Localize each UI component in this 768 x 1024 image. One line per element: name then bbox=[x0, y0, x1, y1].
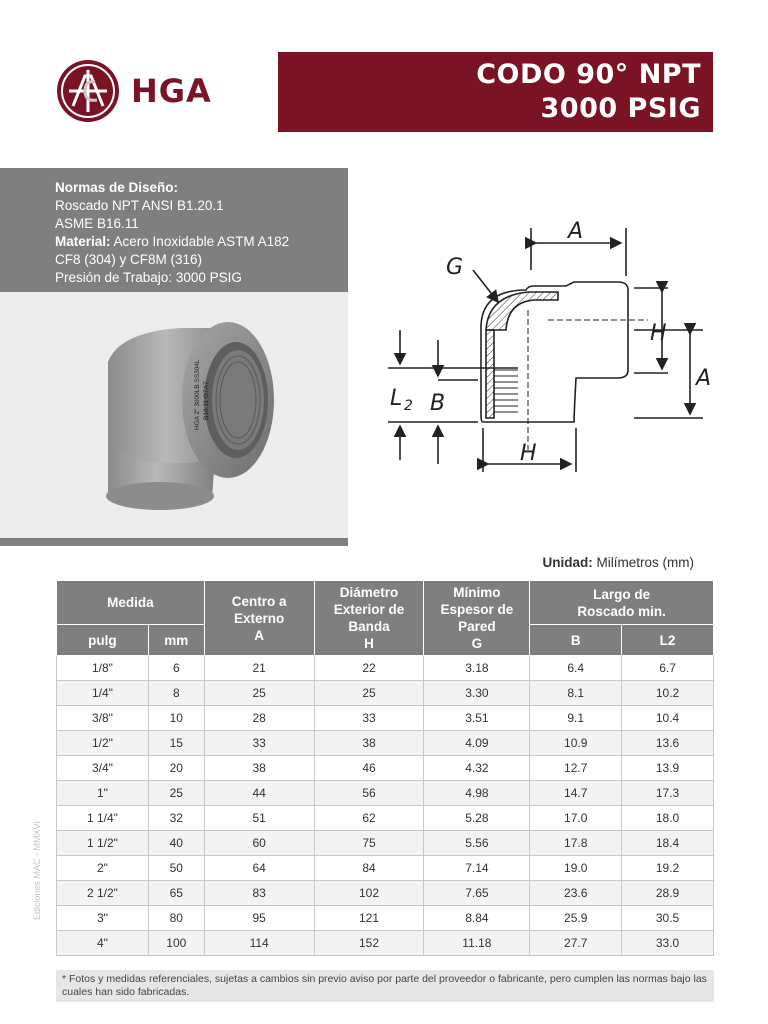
table-cell: 152 bbox=[314, 931, 424, 956]
table-cell: 75 bbox=[314, 831, 424, 856]
header-diametro: Diámetro Exterior de Banda H bbox=[314, 581, 424, 656]
table-cell: 114 bbox=[204, 931, 314, 956]
table-cell: 18.4 bbox=[622, 831, 714, 856]
table-cell: 3/8" bbox=[57, 706, 149, 731]
footnote: * Fotos y medidas referenciales, sujetas a cambios sin previo aviso por parte del proveedor o fabricante, pero cumplen las normas bajo las cuales han sido fabricadas. bbox=[56, 970, 714, 1002]
table-cell: 62 bbox=[314, 806, 424, 831]
table-cell: 13.6 bbox=[622, 731, 714, 756]
design-label: Normas de Diseño: bbox=[55, 180, 179, 195]
label-b: B bbox=[430, 391, 446, 416]
table-cell: 28.9 bbox=[622, 881, 714, 906]
pressure-spec: Presión de Trabajo: 3000 PSIG bbox=[55, 270, 242, 285]
table-cell: 20 bbox=[148, 756, 204, 781]
table-cell: 10.2 bbox=[622, 681, 714, 706]
table-cell: 60 bbox=[204, 831, 314, 856]
table-cell: 14.7 bbox=[530, 781, 622, 806]
material-label: Material: bbox=[55, 234, 111, 249]
table-body bbox=[57, 656, 714, 956]
label-l: L bbox=[390, 386, 403, 411]
product-title bbox=[278, 52, 713, 132]
table-cell: 83 bbox=[204, 881, 314, 906]
table-cell: 64 bbox=[204, 856, 314, 881]
table-cell: 95 bbox=[204, 906, 314, 931]
table-cell: 2" bbox=[57, 856, 149, 881]
table-row bbox=[57, 906, 714, 931]
edition-mark: Ediciones MAC - MMXVI bbox=[32, 820, 42, 920]
table-row bbox=[57, 881, 714, 906]
unit-label: Unidad: bbox=[542, 555, 593, 570]
label-h-right: H bbox=[650, 321, 667, 346]
table-cell: 19.0 bbox=[530, 856, 622, 881]
table-cell: 1" bbox=[57, 781, 149, 806]
label-h-bottom: H bbox=[520, 441, 537, 466]
table-cell: 33 bbox=[204, 731, 314, 756]
material-1: Acero Inoxidable ASTM A182 bbox=[110, 234, 290, 249]
table-cell: 4.32 bbox=[424, 756, 530, 781]
label-g: G bbox=[446, 255, 464, 280]
table-cell: 17.8 bbox=[530, 831, 622, 856]
table-cell: 30.5 bbox=[622, 906, 714, 931]
design-standard-1: Roscado NPT ANSI B1.20.1 bbox=[55, 198, 224, 213]
table-cell: 18.0 bbox=[622, 806, 714, 831]
table-row bbox=[57, 931, 714, 956]
header-b: B bbox=[530, 625, 622, 656]
header-medida: Medida bbox=[57, 581, 205, 625]
table-cell: 3.18 bbox=[424, 656, 530, 681]
table-cell: 51 bbox=[204, 806, 314, 831]
table-row bbox=[57, 706, 714, 731]
table-cell: 15 bbox=[148, 731, 204, 756]
table-cell: 8.84 bbox=[424, 906, 530, 931]
table-cell: 5.56 bbox=[424, 831, 530, 856]
table-cell: 10.4 bbox=[622, 706, 714, 731]
table-cell: 6 bbox=[148, 656, 204, 681]
photo-divider bbox=[0, 538, 348, 546]
table-cell: 40 bbox=[148, 831, 204, 856]
table-cell: 33.0 bbox=[622, 931, 714, 956]
table-row bbox=[57, 756, 714, 781]
table-cell: 44 bbox=[204, 781, 314, 806]
table-cell: 38 bbox=[314, 731, 424, 756]
table-cell: 25 bbox=[314, 681, 424, 706]
table-cell: 65 bbox=[148, 881, 204, 906]
table-cell: 10 bbox=[148, 706, 204, 731]
table-cell: 28 bbox=[204, 706, 314, 731]
table-cell: 11.18 bbox=[424, 931, 530, 956]
title-line-1: CODO 90° NPT bbox=[476, 59, 701, 90]
header-pulg: pulg bbox=[57, 625, 149, 656]
dimension-diagram bbox=[378, 210, 718, 480]
photo-stamp-1: HGA 2" 3000LB SS304L bbox=[194, 359, 201, 430]
table-row bbox=[57, 856, 714, 881]
table-cell: 50 bbox=[148, 856, 204, 881]
table-cell: 1 1/2" bbox=[57, 831, 149, 856]
table-cell: 6.4 bbox=[530, 656, 622, 681]
table-cell: 46 bbox=[314, 756, 424, 781]
label-a-top: A bbox=[568, 219, 584, 244]
header-l2: L2 bbox=[622, 625, 714, 656]
table-row bbox=[57, 681, 714, 706]
table-cell: 1/2" bbox=[57, 731, 149, 756]
photo-stamp-2: B16.11 G7A7 bbox=[203, 381, 210, 420]
table-cell: 19.2 bbox=[622, 856, 714, 881]
table-cell: 6.7 bbox=[622, 656, 714, 681]
table-cell: 100 bbox=[148, 931, 204, 956]
table-cell: 17.3 bbox=[622, 781, 714, 806]
table-cell: 80 bbox=[148, 906, 204, 931]
table-cell: 4.98 bbox=[424, 781, 530, 806]
table-row bbox=[57, 731, 714, 756]
table-cell: 8.1 bbox=[530, 681, 622, 706]
table-cell: 1 1/4" bbox=[57, 806, 149, 831]
table-cell: 13.9 bbox=[622, 756, 714, 781]
product-photo bbox=[0, 292, 348, 538]
title-line-2: 3000 PSIG bbox=[540, 93, 701, 124]
table-cell: 33 bbox=[314, 706, 424, 731]
table-cell: 25.9 bbox=[530, 906, 622, 931]
table-cell: 12.7 bbox=[530, 756, 622, 781]
design-standard-2: ASME B16.11 bbox=[55, 216, 139, 231]
spec-box bbox=[0, 168, 348, 292]
brand-name: HGA bbox=[131, 72, 212, 110]
table-cell: 3" bbox=[57, 906, 149, 931]
table-cell: 25 bbox=[204, 681, 314, 706]
table-cell: 17.0 bbox=[530, 806, 622, 831]
table-row bbox=[57, 781, 714, 806]
table-cell: 84 bbox=[314, 856, 424, 881]
material-2: CF8 (304) y CF8M (316) bbox=[55, 252, 203, 267]
header-espesor: Mínimo Espesor de Pared G bbox=[424, 581, 530, 656]
table-cell: 7.65 bbox=[424, 881, 530, 906]
dimensions-table bbox=[56, 580, 714, 956]
table-cell: 5.28 bbox=[424, 806, 530, 831]
table-cell: 23.6 bbox=[530, 881, 622, 906]
label-l-sub: 2 bbox=[404, 398, 413, 414]
brand-logo bbox=[55, 58, 235, 124]
table-cell: 4" bbox=[57, 931, 149, 956]
table-cell: 25 bbox=[148, 781, 204, 806]
table-cell: 38 bbox=[204, 756, 314, 781]
table-cell: 21 bbox=[204, 656, 314, 681]
table-cell: 8 bbox=[148, 681, 204, 706]
table-cell: 3/4" bbox=[57, 756, 149, 781]
table-cell: 4.09 bbox=[424, 731, 530, 756]
table-row bbox=[57, 831, 714, 856]
table-cell: 3.51 bbox=[424, 706, 530, 731]
table-cell: 7.14 bbox=[424, 856, 530, 881]
header-mm: mm bbox=[148, 625, 204, 656]
table-cell: 1/4" bbox=[57, 681, 149, 706]
table-cell: 102 bbox=[314, 881, 424, 906]
hga-logo-icon bbox=[55, 58, 121, 124]
table-row bbox=[57, 806, 714, 831]
table-cell: 121 bbox=[314, 906, 424, 931]
table-row bbox=[57, 656, 714, 681]
table-cell: 10.9 bbox=[530, 731, 622, 756]
table-cell: 2 1/2" bbox=[57, 881, 149, 906]
table-cell: 27.7 bbox=[530, 931, 622, 956]
table-cell: 56 bbox=[314, 781, 424, 806]
unit-line bbox=[0, 555, 694, 570]
table-cell: 1/8" bbox=[57, 656, 149, 681]
header-centro: Centro a Externo A bbox=[204, 581, 314, 656]
table-cell: 22 bbox=[314, 656, 424, 681]
unit-value: Milímetros (mm) bbox=[592, 555, 694, 570]
label-a-right: A bbox=[696, 366, 712, 391]
table-cell: 9.1 bbox=[530, 706, 622, 731]
header-largo: Largo de Roscado min. bbox=[530, 581, 714, 625]
table-cell: 3.30 bbox=[424, 681, 530, 706]
elbow-photo-image bbox=[0, 292, 348, 538]
table-cell: 32 bbox=[148, 806, 204, 831]
